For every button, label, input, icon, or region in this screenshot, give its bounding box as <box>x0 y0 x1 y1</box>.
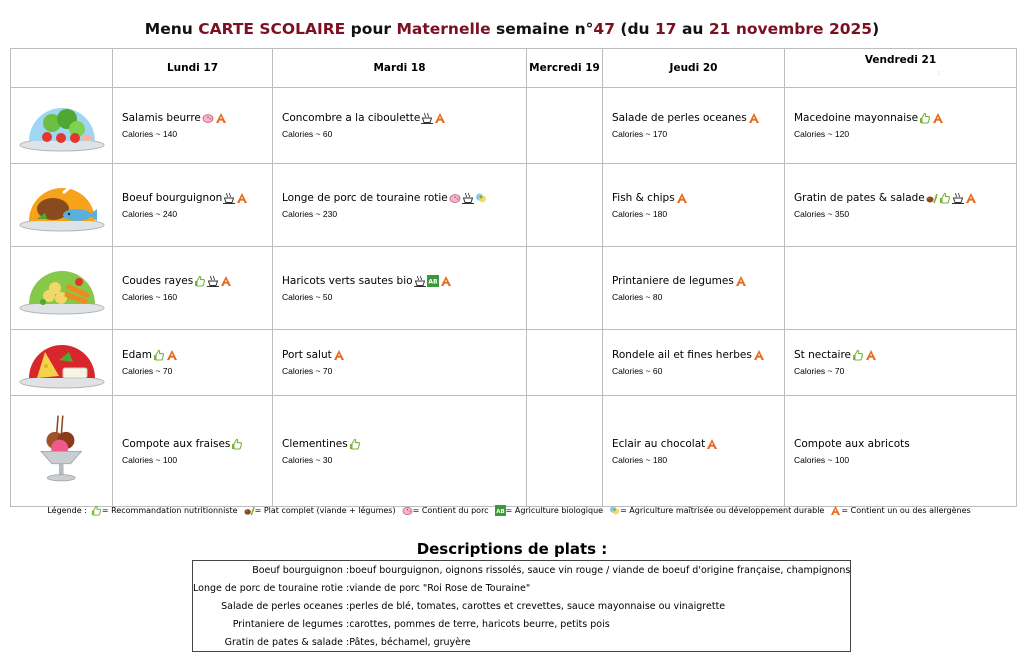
menu-cell <box>603 247 785 330</box>
legend-item <box>495 505 603 516</box>
dish-name: Coudes rayes <box>122 274 194 287</box>
menu-cell <box>113 88 273 164</box>
menu-cell <box>113 330 273 396</box>
row-illustration <box>11 396 113 507</box>
description-text: carottes, pommes de terre, haricots beurre, petits pois <box>349 618 610 630</box>
thumb-icon <box>919 112 931 124</box>
menu-cell <box>273 330 527 396</box>
calories: Calories ~ 230 <box>282 208 338 219</box>
allergen-icon <box>440 275 452 287</box>
calories: Calories ~ 100 <box>122 454 178 465</box>
allergen-icon <box>166 349 178 361</box>
description-row <box>193 633 851 652</box>
calories: Calories ~ 140 <box>122 129 178 139</box>
dish-name: Boeuf bourguignon <box>122 191 223 204</box>
legend-item <box>402 505 489 516</box>
row-illustration <box>11 247 113 330</box>
day-header-mon: Lundi 17 <box>113 49 273 88</box>
description-row <box>193 597 851 615</box>
dish-name: Port salut <box>282 349 332 361</box>
menu-cell <box>785 330 1017 396</box>
calories: Calories ~ 60 <box>282 129 333 139</box>
description-text: perles de blé, tomates, carottes et crevettes, sauce mayonnaise ou vinaigrette <box>349 600 726 612</box>
calories: Calories ~ 70 <box>282 366 333 376</box>
dish-name: Fish & chips <box>612 191 675 204</box>
menu-row <box>11 88 1017 164</box>
allergen-icon <box>215 112 227 124</box>
description-text: Pâtes, béchamel, gruyère <box>349 636 471 648</box>
menu-cell <box>273 88 527 164</box>
allergen-icon <box>236 192 248 204</box>
dish-name: Compote aux abricots <box>794 437 910 450</box>
descriptions-table <box>192 560 851 652</box>
menu-cell <box>527 247 603 330</box>
description-dish: Boeuf bourguignon : <box>252 564 350 576</box>
bio-icon <box>495 505 506 516</box>
menu-cell <box>273 164 527 247</box>
menu-cell <box>603 396 785 507</box>
ice-cream-cup-icon <box>27 404 97 499</box>
legend-text: = Agriculture maîtrisée ou développement durable <box>620 506 825 515</box>
allergen-icon <box>676 192 688 204</box>
thumb-icon <box>349 438 361 450</box>
menu-cell <box>527 164 603 247</box>
dish-name: Rondele ail et fines herbes <box>612 349 752 361</box>
legend-item <box>91 505 238 516</box>
page-title: Menu CARTE SCOLAIRE pour Maternelle semaine n°47 (du 17 au 21 novembre 2025) <box>144 20 880 38</box>
bio-icon <box>427 275 439 287</box>
cooked-icon <box>414 275 426 287</box>
meat-fish-plate-icon <box>17 173 107 238</box>
calories: Calories ~ 180 <box>612 208 668 219</box>
row-illustration <box>11 88 113 164</box>
menu-cell <box>273 247 527 330</box>
allergen-icon <box>735 275 747 287</box>
day-header-tue: Mardi 18 <box>273 49 527 88</box>
dish-name: Clementines <box>282 437 348 450</box>
allergen-icon <box>220 275 232 287</box>
calories: Calories ~ 100 <box>794 454 850 465</box>
menu-cell <box>527 330 603 396</box>
calories: Calories ~ 70 <box>794 366 845 376</box>
thumb-icon <box>852 349 864 361</box>
allergen-icon <box>434 112 446 124</box>
menu-cell <box>113 396 273 507</box>
legend-item <box>609 505 824 516</box>
allergen-icon <box>965 192 977 204</box>
description-row <box>193 579 851 597</box>
calories: Calories ~ 30 <box>282 454 333 465</box>
descriptions-title: Descriptions de plats : <box>416 540 608 558</box>
menu-row <box>11 330 1017 396</box>
allergen-icon <box>932 112 944 124</box>
cooked-icon <box>952 192 964 204</box>
salad-plate-icon <box>17 93 107 158</box>
description-dish: Gratin de pates & salade : <box>224 636 350 648</box>
calories: Calories ~ 160 <box>122 291 178 302</box>
menu-cell <box>527 396 603 507</box>
description-dish: Longe de porc de touraine rotie : <box>193 582 350 594</box>
day-header-thu: Jeudi 20 <box>603 49 785 88</box>
legend-item <box>830 505 970 516</box>
pork-icon <box>202 112 214 124</box>
legend-text: = Recommandation nutritionniste <box>101 506 238 515</box>
svg-text:AB: AB <box>427 278 438 285</box>
calories: Calories ~ 60 <box>612 366 663 376</box>
cooked-icon <box>421 112 433 124</box>
legend-label: Légende : <box>47 506 87 515</box>
description-row <box>193 561 851 580</box>
weekly-menu-table <box>10 48 1017 507</box>
pork-icon <box>449 192 461 204</box>
calories: Calories ~ 240 <box>122 208 178 219</box>
menu-cell <box>603 330 785 396</box>
menu-row <box>11 164 1017 247</box>
day-header-wed: Mercredi 19 <box>527 49 603 88</box>
calories: Calories ~ 180 <box>612 454 668 465</box>
menu-cell <box>113 247 273 330</box>
menu-cell <box>603 164 785 247</box>
dish-name: Macedoine mayonnaise <box>794 112 919 124</box>
dish-name: Longe de porc de touraine rotie <box>282 191 448 204</box>
cooked-icon <box>223 192 235 204</box>
cheese-plate-icon <box>17 330 107 395</box>
dish-name: Gratin de pates & salade <box>794 191 925 204</box>
legend-item <box>244 505 396 516</box>
menu-row <box>11 247 1017 330</box>
legend-text: = Plat complet (viande + légumes) <box>254 506 396 515</box>
calories: Calories ~ 70 <box>122 366 173 376</box>
dish-name: Compote aux fraises <box>122 437 231 450</box>
calories: Calories ~ 350 <box>794 208 850 219</box>
thumb-icon <box>231 438 243 450</box>
menu-cell <box>785 88 1017 164</box>
calories: Calories ~ 80 <box>612 291 663 302</box>
legend-text: = Contient un ou des allergènes <box>841 506 971 515</box>
row-illustration <box>11 330 113 396</box>
dish-name: Concombre a la ciboulette <box>282 112 421 124</box>
vegetables-plate-icon <box>17 256 107 321</box>
menu-cell <box>273 396 527 507</box>
menu-cell <box>785 164 1017 247</box>
row-illustration <box>11 164 113 247</box>
calories: Calories ~ 50 <box>282 291 333 302</box>
description-text: boeuf bourguignon, oignons rissolés, sauce vin rouge / viande de boeuf d'origine française, champignons <box>349 564 851 576</box>
calories: Calories ~ 170 <box>612 129 668 139</box>
dish-name: Salamis beurre <box>122 112 201 124</box>
thumb-icon <box>153 349 165 361</box>
dish-name: Printaniere de legumes <box>612 274 734 287</box>
allergen-icon <box>865 349 877 361</box>
legend-text: = Agriculture biologique <box>505 506 604 515</box>
description-dish: Salade de perles oceanes : <box>221 600 350 612</box>
allergen-icon <box>706 438 718 450</box>
pork-icon <box>402 505 413 516</box>
complete-icon <box>244 505 255 516</box>
description-dish: Printaniere de legumes : <box>232 618 350 630</box>
corner-cell <box>11 49 113 88</box>
thumb-icon <box>939 192 951 204</box>
sustainable-icon <box>475 192 487 204</box>
allergen-icon <box>333 349 345 361</box>
allergen-icon <box>753 349 765 361</box>
legend <box>0 505 1024 516</box>
day-header-fri: Vendredi 21 : <box>785 49 1017 88</box>
description-text: viande de porc "Roi Rose de Touraine" <box>349 582 531 594</box>
menu-cell <box>113 164 273 247</box>
sustainable-icon <box>609 505 620 516</box>
menu-row <box>11 396 1017 507</box>
dish-name: Eclair au chocolat <box>612 437 706 450</box>
dish-name: Edam <box>122 349 152 361</box>
calories: Calories ~ 120 <box>794 129 850 139</box>
menu-cell <box>785 396 1017 507</box>
thumb-icon <box>91 505 102 516</box>
cooked-icon <box>207 275 219 287</box>
dish-name: Haricots verts sautes bio <box>282 274 413 287</box>
cooked-icon <box>462 192 474 204</box>
menu-cell <box>603 88 785 164</box>
complete-icon <box>926 192 938 204</box>
dish-name: Salade de perles oceanes <box>612 112 747 124</box>
svg-text:AB: AB <box>495 508 505 515</box>
thumb-icon <box>194 275 206 287</box>
dish-name: St nectaire <box>794 349 852 361</box>
menu-cell <box>527 88 603 164</box>
description-row <box>193 615 851 633</box>
allergen-icon <box>748 112 760 124</box>
legend-text: = Contient du porc <box>412 506 489 515</box>
menu-cell <box>785 247 1017 330</box>
allergen-icon <box>830 505 841 516</box>
